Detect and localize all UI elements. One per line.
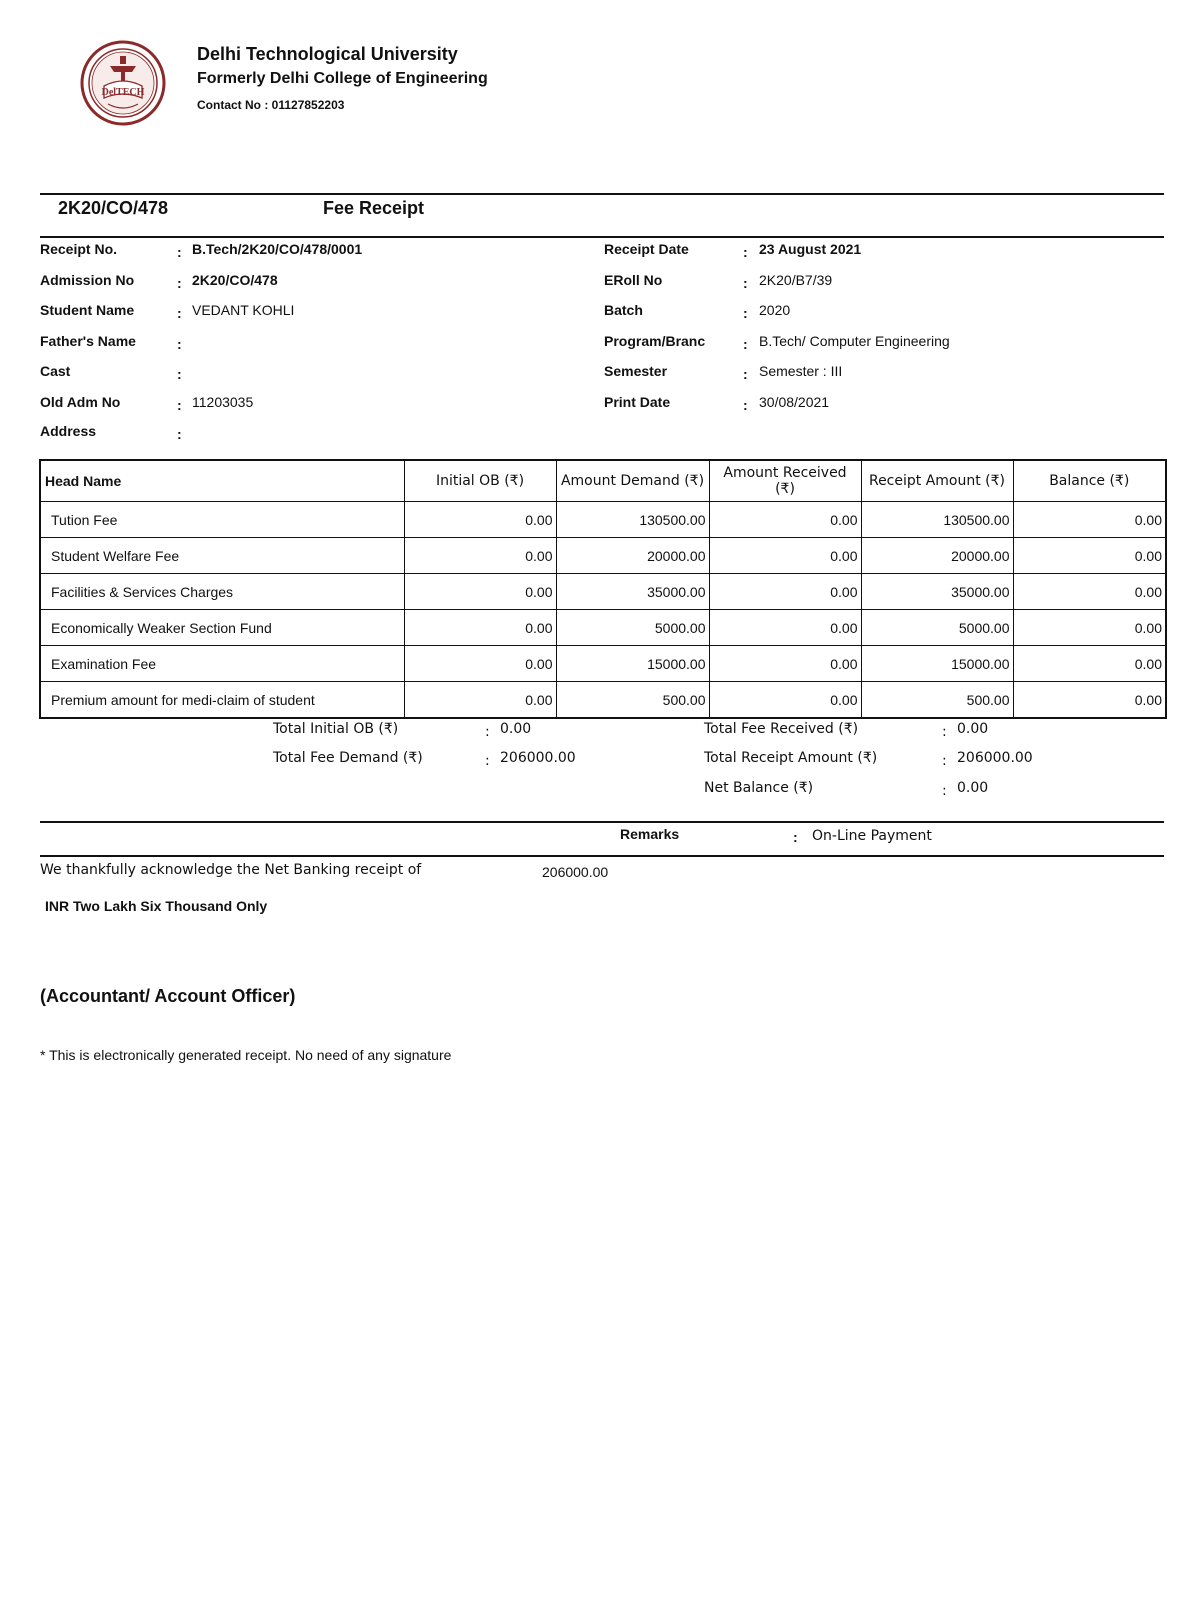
table-row <box>40 682 1166 719</box>
amount-received-cell: 0.00 <box>709 682 861 719</box>
net-balance-label: Net Balance (₹) <box>704 780 814 796</box>
divider-top <box>40 193 1164 195</box>
amount-demand-cell: 130500.00 <box>556 502 709 538</box>
address-label: Address <box>40 423 97 439</box>
column-header: Initial OB (₹) <box>404 460 556 502</box>
program-branch-label: Program/Branc <box>604 333 706 349</box>
print-date-value: 30/08/2021 <box>759 394 830 410</box>
receipt-amount-cell: 130500.00 <box>861 502 1013 538</box>
eroll-no-value: 2K20/B7/39 <box>759 272 833 288</box>
university-former-name: Formerly Delhi College of Engineering <box>197 70 488 87</box>
table-row <box>40 538 1166 574</box>
receipt-title: Fee Receipt <box>323 198 425 218</box>
colon: : <box>177 336 182 352</box>
head-name-cell: Premium amount for medi-claim of student <box>40 682 404 719</box>
acknowledgement-text: We thankfully acknowledge the Net Banking receipt of <box>40 862 422 878</box>
total-initial-ob-value: 0.00 <box>500 721 532 737</box>
table-row <box>40 574 1166 610</box>
total-fee-demand-label: Total Fee Demand (₹) <box>273 750 423 766</box>
head-name-cell: Student Welfare Fee <box>40 538 404 574</box>
divider-title-bottom <box>40 236 1164 238</box>
balance-cell: 0.00 <box>1013 610 1166 646</box>
contact-number: Contact No : 01127852203 <box>197 98 345 112</box>
total-receipt-amount-label: Total Receipt Amount (₹) <box>704 750 878 766</box>
balance-cell: 0.00 <box>1013 502 1166 538</box>
colon: : <box>942 783 947 799</box>
cast-label: Cast <box>40 363 71 379</box>
colon: : <box>743 275 748 291</box>
balance-cell: 0.00 <box>1013 574 1166 610</box>
semester-label: Semester <box>604 363 668 379</box>
total-initial-ob-label: Total Initial OB (₹) <box>273 721 399 737</box>
table-row <box>40 610 1166 646</box>
fathers-name-label: Father's Name <box>40 333 136 349</box>
student-name-label: Student Name <box>40 302 135 318</box>
column-header: Receipt Amount (₹) <box>861 460 1013 502</box>
amount-received-cell: 0.00 <box>709 610 861 646</box>
receipt-amount-cell: 35000.00 <box>861 574 1013 610</box>
initial-ob-cell: 0.00 <box>404 610 556 646</box>
amount-received-cell: 0.00 <box>709 502 861 538</box>
print-date-label: Print Date <box>604 394 671 410</box>
batch-label: Batch <box>604 302 643 318</box>
receipt-date-value: 23 August 2021 <box>759 241 862 257</box>
initial-ob-cell: 0.00 <box>404 538 556 574</box>
total-fee-received-value: 0.00 <box>957 721 989 737</box>
receipt-date-label: Receipt Date <box>604 241 689 257</box>
divider-remarks-top <box>40 821 1164 823</box>
receipt-amount-cell: 15000.00 <box>861 646 1013 682</box>
colon: : <box>485 753 490 769</box>
column-header: Amount Received (₹) <box>709 460 861 502</box>
balance-cell: 0.00 <box>1013 538 1166 574</box>
amount-demand-cell: 500.00 <box>556 682 709 719</box>
admission-no-value: 2K20/CO/478 <box>192 272 278 288</box>
colon: : <box>743 336 748 352</box>
colon: : <box>177 244 182 260</box>
receipt-amount-cell: 5000.00 <box>861 610 1013 646</box>
head-name-cell: Facilities & Services Charges <box>40 574 404 610</box>
roll-number-title: 2K20/CO/478 <box>58 198 169 218</box>
net-balance-value: 0.00 <box>957 780 989 796</box>
signatory-title: (Accountant/ Account Officer) <box>40 986 296 1006</box>
initial-ob-cell: 0.00 <box>404 682 556 719</box>
amount-received-cell: 0.00 <box>709 574 861 610</box>
receipt-amount-cell: 500.00 <box>861 682 1013 719</box>
column-header: Amount Demand (₹) <box>556 460 709 502</box>
receipt-no-label: Receipt No. <box>40 241 118 257</box>
initial-ob-cell: 0.00 <box>404 646 556 682</box>
university-name: Delhi Technological University <box>197 44 458 64</box>
column-header: Head Name <box>40 460 404 502</box>
fee-table <box>39 459 1167 719</box>
total-receipt-amount-value: 206000.00 <box>957 750 1033 766</box>
remarks-value: On-Line Payment <box>812 828 932 844</box>
amount-demand-cell: 20000.00 <box>556 538 709 574</box>
colon: : <box>743 244 748 260</box>
table-row <box>40 502 1166 538</box>
amount-demand-cell: 15000.00 <box>556 646 709 682</box>
column-header: Balance (₹) <box>1013 460 1166 502</box>
program-branch-value: B.Tech/ Computer Engineering <box>759 333 950 349</box>
balance-cell: 0.00 <box>1013 682 1166 719</box>
amount-demand-cell: 5000.00 <box>556 610 709 646</box>
remarks-label: Remarks <box>620 826 680 842</box>
initial-ob-cell: 0.00 <box>404 574 556 610</box>
colon: : <box>177 275 182 291</box>
old-adm-no-label: Old Adm No <box>40 394 121 410</box>
receipt-no-value: B.Tech/2K20/CO/478/0001 <box>192 241 363 257</box>
divider-remarks-bottom <box>40 855 1164 857</box>
colon: : <box>177 305 182 321</box>
eroll-no-label: ERoll No <box>604 272 663 288</box>
admission-no-label: Admission No <box>40 272 135 288</box>
colon: : <box>942 753 947 769</box>
colon: : <box>177 426 182 442</box>
amount-received-cell: 0.00 <box>709 646 861 682</box>
student-name-value: VEDANT KOHLI <box>192 302 295 318</box>
amount-in-words: INR Two Lakh Six Thousand Only <box>45 898 268 914</box>
amount-received-cell: 0.00 <box>709 538 861 574</box>
table-header-row <box>40 460 1166 502</box>
receipt-amount-cell: 20000.00 <box>861 538 1013 574</box>
colon: : <box>485 724 490 740</box>
colon: : <box>743 366 748 382</box>
old-adm-no-value: 11203035 <box>192 394 254 410</box>
semester-value: Semester : III <box>759 363 843 379</box>
table-row <box>40 646 1166 682</box>
svg-text:DelTECH: DelTECH <box>101 87 145 98</box>
university-logo <box>80 40 166 126</box>
colon: : <box>793 829 798 845</box>
total-fee-demand-value: 206000.00 <box>500 750 576 766</box>
batch-value: 2020 <box>759 302 791 318</box>
head-name-cell: Tution Fee <box>40 502 404 538</box>
balance-cell: 0.00 <box>1013 646 1166 682</box>
head-name-cell: Examination Fee <box>40 646 404 682</box>
amount-demand-cell: 35000.00 <box>556 574 709 610</box>
colon: : <box>942 724 947 740</box>
total-fee-received-label: Total Fee Received (₹) <box>704 721 859 737</box>
head-name-cell: Economically Weaker Section Fund <box>40 610 404 646</box>
colon: : <box>177 397 182 413</box>
initial-ob-cell: 0.00 <box>404 502 556 538</box>
footnote: * This is electronically generated receipt. No need of any signature <box>40 1047 452 1063</box>
colon: : <box>743 305 748 321</box>
colon: : <box>743 397 748 413</box>
colon: : <box>177 366 182 382</box>
acknowledgement-amount: 206000.00 <box>542 864 609 880</box>
